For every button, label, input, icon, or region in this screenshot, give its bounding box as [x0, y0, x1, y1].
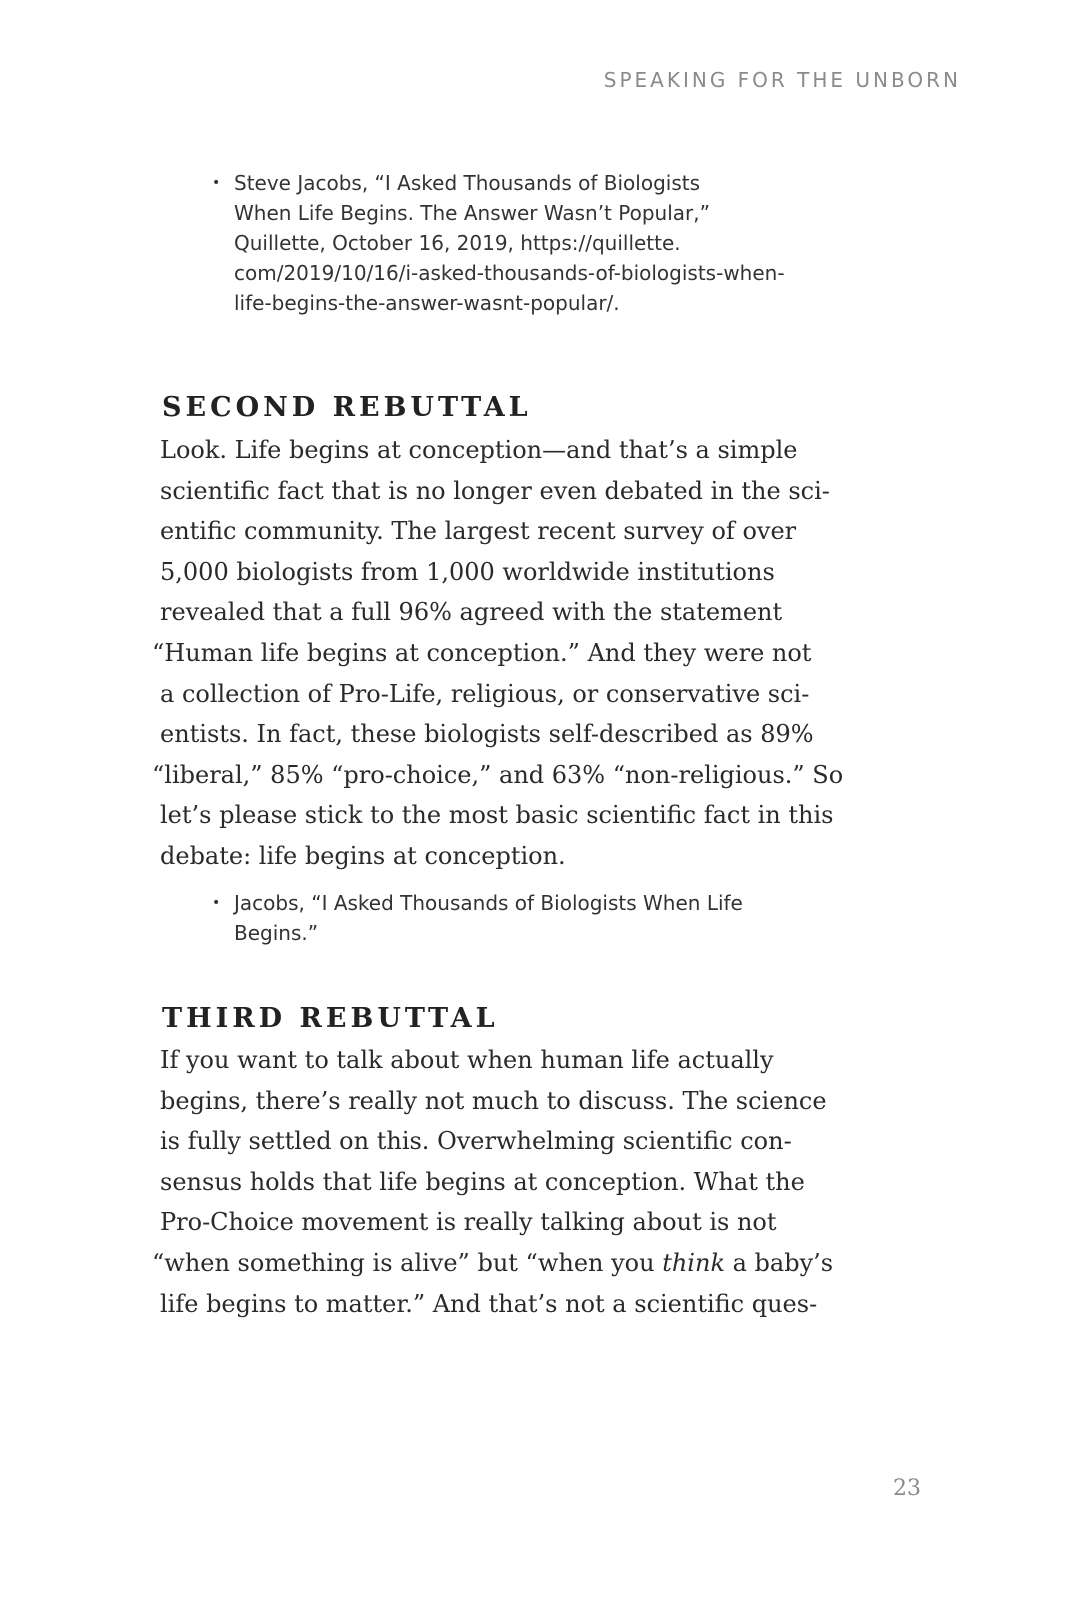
emphasis-text: think: [662, 1248, 725, 1277]
text-line: life begins to matter.” And that’s not a scientific ques-: [160, 1289, 818, 1318]
footnote-line: Quillette, October 16, 2019, https://quillette.: [234, 231, 681, 255]
text-line: “Human life begins at conception.” And they were not: [152, 638, 812, 667]
text-line: let’s please stick to the most basic scientific fact in this: [160, 801, 834, 830]
footnote-line: Steve Jacobs, “I Asked Thousands of Biologists: [234, 171, 701, 195]
text-line: sensus holds that life begins at conception. What the: [160, 1167, 805, 1196]
text-line: begins, there’s really not much to discuss. The science: [160, 1086, 827, 1115]
footnote-line: com/2019/10/16/i-asked-thousands-of-biologists-when-: [234, 261, 785, 285]
footnote-text: [234, 888, 852, 948]
footnote-line: When Life Begins. The Answer Wasn’t Popular,”: [234, 201, 710, 225]
footnote-line: Jacobs, “I Asked Thousands of Biologists When Life: [234, 891, 743, 915]
text-line: “liberal,” 85% “pro-choice,” and 63% “non-religious.” So: [152, 760, 844, 789]
footnote-2: [212, 888, 852, 948]
text-line: debate: life begins at conception.: [160, 841, 566, 870]
text-line: entific community. The largest recent survey of over: [160, 517, 797, 546]
text-line: [152, 1243, 880, 1284]
text-line: scientific fact that is no longer even debated in the sci-: [160, 476, 830, 505]
running-header: SPEAKING FOR THE UNBORN: [603, 68, 961, 92]
body-paragraph-third-rebuttal: [152, 1040, 880, 1324]
text-line: 5,000 biologists from 1,000 worldwide institutions: [160, 557, 775, 586]
bullet-icon: •: [212, 895, 221, 911]
text-line: entists. In fact, these biologists self-described as 89%: [160, 720, 814, 749]
text-segment: a baby’s: [724, 1248, 834, 1277]
section-heading-second-rebuttal: SECOND REBUTTAL: [162, 392, 532, 423]
section-heading-third-rebuttal: THIRD REBUTTAL: [162, 1003, 499, 1034]
text-line: is fully settled on this. Overwhelming scientific con-: [160, 1127, 792, 1156]
text-line: revealed that a full 96% agreed with the statement: [160, 598, 783, 627]
footnote-line: Begins.”: [234, 921, 319, 945]
text-segment: “when something is alive” but “when you: [152, 1248, 663, 1277]
bullet-icon: •: [212, 175, 221, 191]
footnote-line: life-begins-the-answer-wasnt-popular/.: [234, 291, 620, 315]
text-line: If you want to talk about when human life actually: [160, 1046, 774, 1074]
text-line: Pro-Choice movement is really talking about is not: [160, 1208, 777, 1237]
text-line: a collection of Pro-Life, religious, or conservative sci-: [160, 679, 810, 708]
text-line: Look. Life begins at conception—and that’s a simple: [160, 436, 798, 464]
footnote-1: [212, 168, 852, 318]
body-paragraph-second-rebuttal: [152, 430, 880, 877]
footnote-text: [234, 168, 852, 318]
page-number: 23: [893, 1476, 921, 1501]
